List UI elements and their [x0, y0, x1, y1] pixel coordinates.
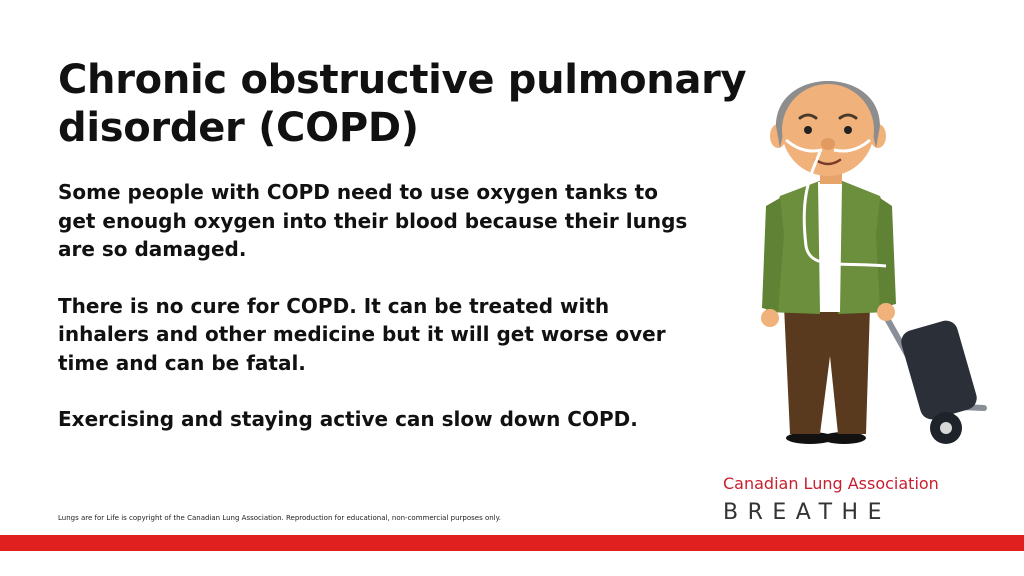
paragraph-exercise: Exercising and staying active can slow down COPD.: [58, 407, 638, 431]
brand-tagline: BREATHE: [723, 500, 892, 525]
brand-name: Canadian Lung Association: [723, 474, 939, 493]
nose: [821, 138, 835, 150]
shirt: [818, 182, 842, 312]
right-eye: [844, 126, 852, 134]
oxygen-tank: [898, 318, 979, 422]
bottom-red-bar: [0, 535, 1024, 551]
copyright-footnote: Lungs are for Life is copyright of the Canadian Lung Association. Reproduction for educational, non-commercial purposes only.: [58, 514, 501, 522]
wheel-hub: [940, 422, 952, 434]
paragraph-oxygen-tanks: Some people with COPD need to use oxygen tanks to get enough oxygen into their blood because their lungs are so damaged.: [58, 180, 688, 261]
body-text: [58, 178, 698, 462]
right-hand: [877, 303, 895, 321]
left-eye: [804, 126, 812, 134]
paragraph-no-cure: There is no cure for COPD. It can be treated with inhalers and other medicine but it will get worse over time and can be fatal.: [58, 293, 666, 375]
slide-title: Chronic obstructive pulmonary disorder (COPD): [58, 57, 747, 151]
elderly-man-with-oxygen-tank-icon: [740, 56, 1000, 456]
brand-logo: [723, 474, 973, 525]
pants: [784, 306, 870, 434]
left-hand: [761, 309, 779, 327]
